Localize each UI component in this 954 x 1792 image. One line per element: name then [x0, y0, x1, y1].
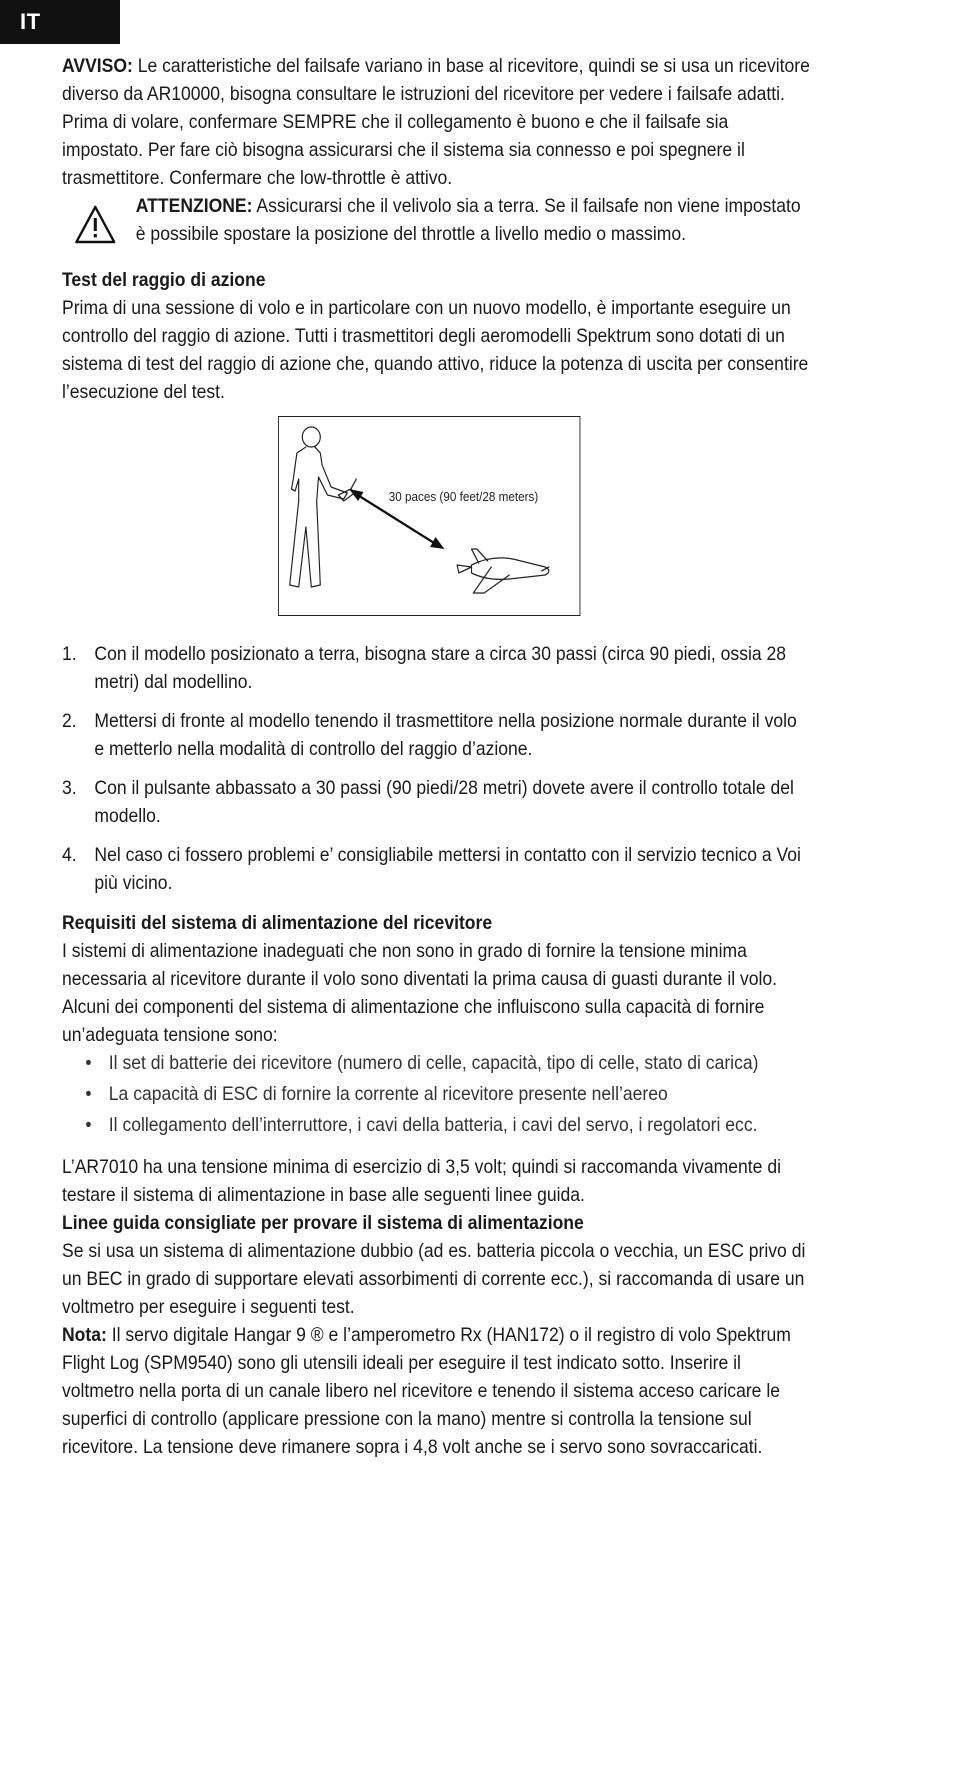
- step-text: Con il modello posizionato a terra, bisogna stare a circa 30 passi (circa 90 piedi, ossia 28 metri) dal modellino.: [94, 643, 787, 693]
- list-item: [62, 841, 811, 897]
- attenzione-text: Assicurarsi che il velivolo sia a terra. Se il failsafe non viene impostato è possibile spostare la posizione del throttle a livello medio o massimo.: [135, 195, 801, 245]
- list-item: [85, 1080, 810, 1108]
- guidelines-intro: Se si usa un sistema di alimentazione dubbio (ad es. batteria piccola o vecchia, un ESC privo di un BEC in grado di supportare elevati assorbimenti di corrente ecc.), si raccomanda di usare un voltmetro per eseguire i seguenti test.: [62, 1240, 806, 1318]
- step-number: 2.: [62, 710, 77, 732]
- range-test-figure-wrap: [62, 416, 811, 616]
- list-item: [62, 640, 811, 696]
- nota-label: Nota:: [62, 1324, 107, 1346]
- guidelines-heading: Linee guida consigliate per provare il sistema di alimentazione: [62, 1212, 584, 1234]
- power-heading: Requisiti del sistema di alimentazione del ricevitore: [62, 912, 493, 934]
- range-test-intro: Prima di una sessione di volo e in particolare con un nuovo modello, è importante eseguire un controllo del raggio di azione. Tutti i trasmettitori degli aeromodelli Spektrum sono dotati di un sistema di test del raggio di azione che, quando attivo, riduce la potenza di uscita per consentire l’esecuzione del test.: [62, 297, 809, 403]
- attenzione-label: ATTENZIONE:: [135, 195, 253, 217]
- person-head: [302, 427, 320, 447]
- avviso-label: AVVISO:: [62, 55, 133, 77]
- bullet-icon: •: [85, 1052, 92, 1074]
- power-intro: I sistemi di alimentazione inadeguati che non sono in grado di fornire la tensione minima necessaria al ricevitore durante il volo sono diventati la prima causa di guasti durante il volo. Alcuni dei componenti del sistema di alimentazione che influiscono sulla capacità di fornire un’adeguata tensione sono:: [62, 940, 778, 1046]
- range-test-illustration: [278, 416, 580, 616]
- bullet-icon: •: [85, 1114, 92, 1136]
- page-content: [62, 52, 811, 1461]
- range-test-steps: [62, 640, 811, 897]
- step-number: 4.: [62, 844, 77, 866]
- language-tab: IT: [0, 0, 120, 44]
- power-bullets: [85, 1049, 810, 1139]
- bullet-text: Il set di batterie dei ricevitore (numero di celle, capacità, tipo di celle, stato di carica): [108, 1052, 759, 1074]
- avviso-text: Le caratteristiche del failsafe variano in base al ricevitore, quindi se si usa un ricevitore diverso da AR10000, bisogna consultare le istruzioni del ricevitore per vedere i failsafe adatti.: [62, 55, 810, 105]
- avviso-note: [62, 52, 811, 108]
- power-outro: L’AR7010 ha una tensione minima di esercizio di 3,5 volt; quindi si raccomanda vivamente di testare il sistema di alimentazione in base alle seguenti linee guida.: [62, 1156, 781, 1206]
- attenzione-warning: [62, 192, 811, 248]
- bullet-icon: •: [85, 1083, 92, 1105]
- distance-caption: 30 paces (90 feet/28 meters): [388, 489, 539, 504]
- nota-note: [62, 1321, 811, 1461]
- step-text: Nel caso ci fossero problemi e’ consigliabile mettersi in contatto con il servizio tecnico a Voi più vicino.: [94, 844, 801, 894]
- warning-triangle-icon: [75, 204, 116, 244]
- range-test-heading: Test del raggio di azione: [62, 269, 266, 291]
- attenzione-text-block: [136, 192, 811, 248]
- person-body: [290, 447, 348, 587]
- airplane: [472, 558, 549, 580]
- list-item: [62, 707, 811, 763]
- bullet-text: Il collegamento dell’interruttore, i cavi della batteria, i cavi del servo, i regolatori ecc.: [108, 1114, 758, 1136]
- list-item: [62, 774, 811, 830]
- step-number: 3.: [62, 777, 77, 799]
- step-number: 1.: [62, 643, 77, 665]
- illustration-drawing: [279, 417, 579, 614]
- list-item: [85, 1049, 810, 1077]
- step-text: Con il pulsante abbassato a 30 passi (90 piedi/28 metri) dovete avere il controllo totale del modello.: [94, 777, 794, 827]
- step-text: Mettersi di fronte al modello tenendo il trasmettitore nella posizione normale durante il volo e metterlo nella modalità di controllo del raggio d’azione.: [94, 710, 797, 760]
- bullet-text: La capacità di ESC di fornire la corrente al ricevitore presente nell’aereo: [108, 1083, 668, 1105]
- nota-text: Il servo digitale Hangar 9 ® e l’amperometro Rx (HAN172) o il registro di volo Spektrum Flight Log (SPM9540) sono gli utensili ideali per eseguire il test indicato sotto. Inserire il voltmetro nella porta di un canale libero nel ricevitore e tenendo il sistema acceso caricare le superfici di controllo (applicare pressione con la mano) mentre si controlla la tensione sul ricevitore. La tensione deve rimanere sopra i 4,8 volt anche se i servo sono sovraccaricati.: [62, 1324, 791, 1458]
- prima-paragraph: Prima di volare, confermare SEMPRE che il collegamento è buono e che il failsafe sia impostato. Per fare ciò bisogna assicurarsi che il sistema sia connesso e poi spegnere il trasmettitore. Confermare che low-throttle è attivo.: [62, 111, 745, 189]
- list-item: [85, 1111, 810, 1139]
